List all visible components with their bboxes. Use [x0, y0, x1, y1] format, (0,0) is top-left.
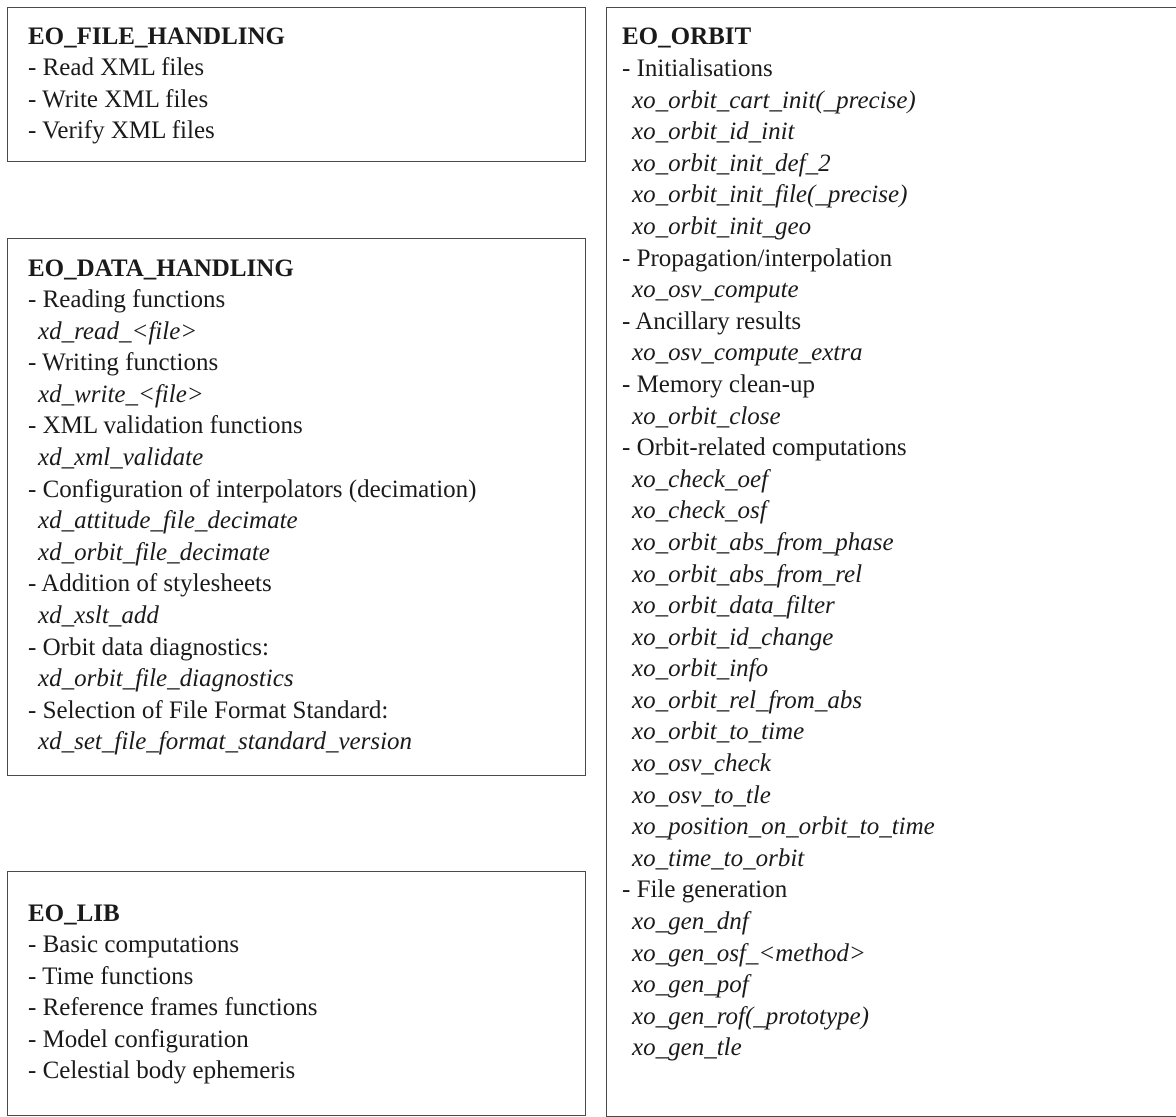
- function-name: xo_osv_compute: [632, 276, 799, 304]
- category-label: - Propagation/interpolation: [622, 244, 893, 272]
- function-name: xo_check_osf: [632, 497, 767, 525]
- function-name: xo_orbit_to_time: [632, 718, 805, 746]
- function-name: xd_read_<file>: [38, 317, 198, 345]
- category-label: - File generation: [622, 876, 788, 904]
- category-label: - Verify XML files: [28, 117, 215, 145]
- function-name: xo_time_to_orbit: [632, 844, 805, 872]
- function-name: xo_orbit_abs_from_rel: [632, 560, 863, 588]
- function-name: xo_position_on_orbit_to_time: [632, 813, 935, 841]
- function-name: xo_orbit_init_file(_precise): [632, 181, 908, 209]
- function-name: xo_orbit_id_change: [632, 623, 834, 651]
- category-label: - Orbit data diagnostics:: [28, 633, 269, 661]
- box-title: EO_DATA_HANDLING: [28, 255, 294, 282]
- category-label: - Reference frames functions: [28, 994, 318, 1022]
- function-name: xd_xml_validate: [38, 443, 204, 471]
- category-label: - Configuration of interpolators (decimation): [28, 475, 477, 503]
- function-name: xo_orbit_abs_from_phase: [632, 528, 894, 556]
- function-name: xd_orbit_file_decimate: [38, 538, 270, 566]
- function-name: xo_gen_dnf: [632, 908, 749, 936]
- box-lines: [622, 53, 935, 1064]
- category-label: - Writing functions: [28, 349, 219, 377]
- function-name: xo_orbit_id_init: [632, 118, 795, 146]
- category-label: - Celestial body ephemeris: [28, 1057, 296, 1085]
- eo-lib-box: [7, 871, 586, 1116]
- function-name: xo_orbit_close: [632, 402, 781, 430]
- function-name: xo_orbit_init_geo: [632, 212, 812, 240]
- function-name: xd_set_file_format_standard_version: [38, 728, 413, 756]
- function-name: xd_write_<file>: [38, 380, 204, 408]
- box-title: EO_ORBIT: [622, 23, 752, 50]
- category-label: - Selection of File Format Standard:: [28, 696, 389, 724]
- function-name: xd_orbit_file_diagnostics: [38, 665, 294, 693]
- category-label: - Ancillary results: [622, 307, 802, 335]
- category-label: - Reading functions: [28, 286, 226, 313]
- function-name: xo_orbit_rel_from_abs: [632, 686, 863, 714]
- box-lines: [28, 929, 317, 1087]
- eo-orbit-box: [606, 7, 1176, 1117]
- category-label: - Basic computations: [28, 931, 240, 958]
- category-label: - Addition of stylesheets: [28, 570, 272, 598]
- function-name: xo_gen_pof: [632, 971, 749, 999]
- function-name: xo_orbit_info: [632, 655, 769, 683]
- category-label: - Initialisations: [622, 55, 773, 82]
- function-name: xo_osv_compute_extra: [632, 339, 863, 367]
- box-title: EO_LIB: [28, 900, 120, 927]
- function-name: xo_osv_to_tle: [632, 781, 771, 809]
- category-label: - Memory clean-up: [622, 370, 815, 398]
- category-label: - Read XML files: [28, 54, 205, 81]
- category-label: - XML validation functions: [28, 412, 303, 440]
- category-label: - Time functions: [28, 962, 194, 990]
- function-name: xo_orbit_cart_init(_precise): [632, 86, 916, 114]
- function-name: xo_gen_tle: [632, 1034, 742, 1062]
- eo-file-handling-box: [7, 7, 586, 162]
- box-lines: [28, 284, 477, 758]
- function-name: xo_check_oef: [632, 465, 769, 493]
- box-lines: [28, 52, 215, 147]
- function-name: xd_attitude_file_decimate: [38, 507, 298, 535]
- category-label: - Write XML files: [28, 85, 209, 113]
- function-name: xo_osv_check: [632, 750, 771, 778]
- function-name: xo_gen_rof(_prototype): [632, 1002, 869, 1030]
- eo-data-handling-box: [7, 238, 586, 776]
- function-name: xd_xslt_add: [38, 601, 159, 629]
- function-name: xo_orbit_data_filter: [632, 592, 835, 620]
- box-title: EO_FILE_HANDLING: [28, 23, 285, 50]
- function-name: xo_gen_osf_<method>: [632, 939, 866, 967]
- category-label: - Orbit-related computations: [622, 434, 907, 462]
- function-name: xo_orbit_init_def_2: [632, 149, 831, 177]
- category-label: - Model configuration: [28, 1025, 249, 1053]
